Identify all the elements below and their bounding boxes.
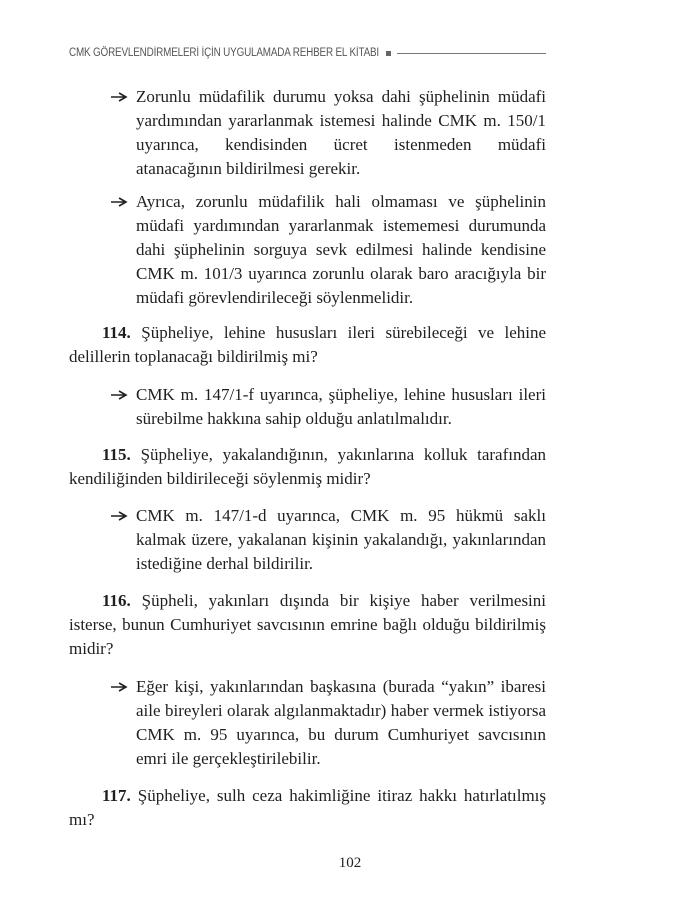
- question-117: [69, 784, 546, 832]
- question-number: 117.: [102, 786, 131, 805]
- question-number: 116.: [102, 591, 131, 610]
- bullet-text: CMK m. 147/1-f uyarınca, şüpheliye, lehine hususları ileri sürebilme hakkına sahip olduğu anlatılmalıdır.: [136, 385, 546, 428]
- question-number: 115.: [102, 445, 131, 464]
- question-number: 114.: [102, 323, 131, 342]
- question-text: Şüpheliye, lehine hususları ileri sürebileceği ve lehine delillerin toplanacağı bildirilmiş mi?: [69, 323, 547, 366]
- header-rule: [397, 53, 546, 54]
- running-header: [69, 44, 546, 62]
- bullet-item: [104, 190, 546, 310]
- question-text: Şüpheliye, yakalandığının, yakınlarına kolluk tarafından kendiliğinden bildirileceği söylenmiş midir?: [69, 445, 547, 488]
- question-115: [69, 443, 546, 491]
- bullet-item: [104, 85, 546, 181]
- bullet-text: Eğer kişi, yakınlarından başkasına (burada “yakın” ibaresi aile bireyleri olarak algılanmaktadır) haber vermek istiyorsa CMK m. 95 uyarınca, bu durum Cumhuriyet savcısının emri ile gerçekleştirilebilir.: [136, 677, 546, 768]
- arrow-bullet-icon: [104, 92, 136, 102]
- header-square-mark: [386, 51, 391, 56]
- question-text: Şüpheliye, sulh ceza hakimliğine itiraz hakkı hatırlatılmış mı?: [69, 786, 547, 829]
- question-114: [69, 321, 546, 369]
- bullet-text: Zorunlu müdafilik durumu yoksa dahi şüphelinin müdafi yardımından yararlanmak istemesi halinde CMK m. 150/1 uyarınca, kendisinden ücret istenmeden müdafi atanacağının bildirilmesi gerekir.: [136, 87, 546, 178]
- question-text: Şüpheli, yakınları dışında bir kişiye haber verilmesini isterse, bunun Cumhuriyet savcısının emrine bağlı olduğu bildirilmiş midir?: [69, 591, 547, 658]
- bullet-item: [104, 383, 546, 431]
- bullet-item: [104, 675, 546, 771]
- bullet-text: Ayrıca, zorunlu müdafilik hali olmaması ve şüphelinin müdafi yardımından yararlanmak istememesi durumunda dahi şüphelinin sorguya sevk edilmesi halinde kendisine CMK m. 101/3 uyarınca zorunlu olarak baro aracığıyla bir müdafi görevlendirileceği söylenmelidir.: [136, 192, 546, 307]
- header-title: CMK GÖREVLENDİRMELERİ İÇİN UYGULAMADA REHBER EL KİTABI: [69, 47, 380, 59]
- bullet-item: [104, 504, 546, 576]
- arrow-bullet-icon: [104, 511, 136, 521]
- question-116: [69, 589, 546, 661]
- bullet-text: CMK m. 147/1-d uyarınca, CMK m. 95 hükmü saklı kalmak üzere, yakalanan kişinin yakalandığı, yakınlarından istediğine derhal bildirilir.: [136, 506, 546, 573]
- arrow-bullet-icon: [104, 682, 136, 692]
- page-number: 102: [338, 855, 362, 871]
- arrow-bullet-icon: [104, 390, 136, 400]
- arrow-bullet-icon: [104, 197, 136, 207]
